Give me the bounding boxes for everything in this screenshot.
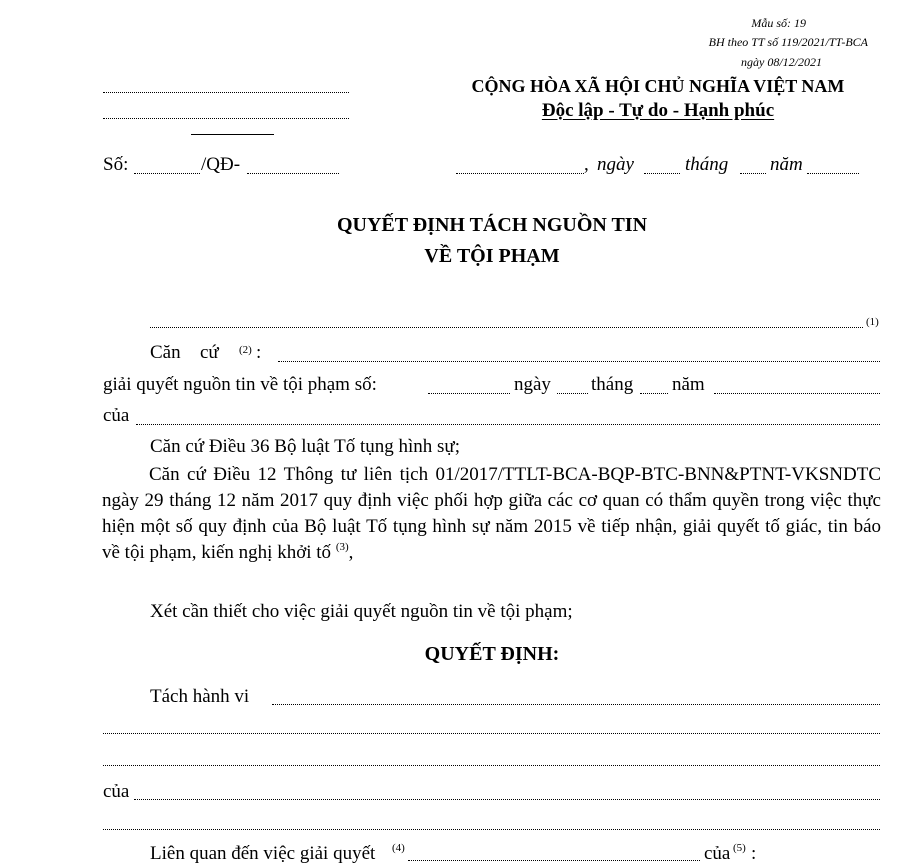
document-title-line2: VỀ TỘI PHẠM — [424, 245, 560, 267]
so-number-line — [134, 173, 200, 174]
date-nam-label: năm — [770, 154, 803, 175]
agency-name-line — [103, 118, 349, 119]
lien-quan-colon: : — [751, 843, 757, 864]
form-issuance: BH theo TT số 119/2021/TT-BCA — [708, 35, 868, 49]
tach-hanh-vi-line — [272, 704, 880, 705]
date-month-line — [740, 173, 766, 174]
place-comma: , — [584, 154, 589, 175]
cu-label: cứ — [200, 342, 219, 363]
decision-cua-line-2 — [103, 829, 880, 830]
lien-quan-label: Liên quan đến việc giải quyết — [150, 843, 376, 864]
tach-hanh-vi-line-3 — [103, 765, 880, 766]
form-number: Mẫu số: 19 — [751, 16, 806, 30]
can-cu-line — [278, 361, 880, 362]
note-3: (3) — [335, 541, 349, 553]
can-cu-dieu-12-text: Căn cứ Điều 12 Thông tư liên tịch 01/2017/TTLT-BCA-BQP-BTC-BNN&PTNT-VKSNDTC ngày 29 tháng 12 năm 2017 quy định việc phối hợp giữa các cơ quan có thẩm quyền trong việc thực hiện một số quy định của Bộ luật Tố tụng hình sự năm 2015 về tiếp nhận, giải quyết tố giác, tin báo về tội phạm, kiến nghị khởi tố — [102, 464, 881, 563]
national-title: CỘNG HÒA XÃ HỘI CHỦ NGHĨA VIỆT NAM — [471, 76, 845, 96]
source-year-line — [714, 393, 880, 394]
xet-can-thiet: Xét cần thiết cho việc giải quyết nguồn tin về tội phạm; — [150, 601, 573, 622]
lien-quan-cua-label: của — [704, 843, 731, 864]
decision-cua-label: của — [103, 781, 130, 802]
national-motto — [440, 100, 876, 122]
document-title-line1: QUYẾT ĐỊNH TÁCH NGUỒN TIN — [336, 214, 648, 236]
agency-underline — [191, 134, 274, 135]
date-year-line — [807, 173, 859, 174]
agency-superior-line — [103, 92, 349, 93]
source-day-line — [557, 393, 588, 394]
giai-quyet-label: giải quyết nguồn tin về tội phạm số: — [103, 374, 377, 395]
qd-suffix-line — [247, 173, 339, 174]
can-cu-trailing-comma: , — [348, 542, 354, 563]
qd-label: /QĐ- — [201, 154, 241, 175]
source-cua-label: của — [103, 405, 130, 426]
authority-line — [150, 327, 863, 328]
source-nam-label: năm — [672, 374, 705, 395]
can-cu-dieu-12 — [102, 462, 881, 566]
date-ngay-label: ngày — [597, 154, 634, 175]
so-label: Số: — [103, 154, 129, 175]
place-line — [456, 173, 584, 174]
date-day-line — [644, 173, 680, 174]
decision-cua-line — [134, 799, 880, 800]
source-month-line — [640, 393, 668, 394]
form-issuance-date: ngày 08/12/2021 — [741, 55, 822, 69]
source-number-line — [428, 393, 510, 394]
can-cu-dieu-36: Căn cứ Điều 36 Bộ luật Tố tụng hình sự; — [150, 436, 460, 457]
lien-quan-line — [408, 860, 700, 861]
can-cu-colon: : — [256, 342, 262, 363]
can-label: Căn — [150, 342, 181, 363]
source-ngay-label: ngày — [514, 374, 551, 395]
tach-hanh-vi-label: Tách hành vi — [150, 686, 250, 707]
tach-hanh-vi-line-2 — [103, 733, 880, 734]
source-thang-label: tháng — [591, 374, 634, 395]
motto-text: Độc lập - Tự do - Hạnh phúc — [541, 100, 775, 121]
date-thang-label: tháng — [685, 154, 729, 175]
decision-heading: QUYẾT ĐỊNH: — [424, 643, 560, 665]
source-cua-line — [136, 424, 880, 425]
